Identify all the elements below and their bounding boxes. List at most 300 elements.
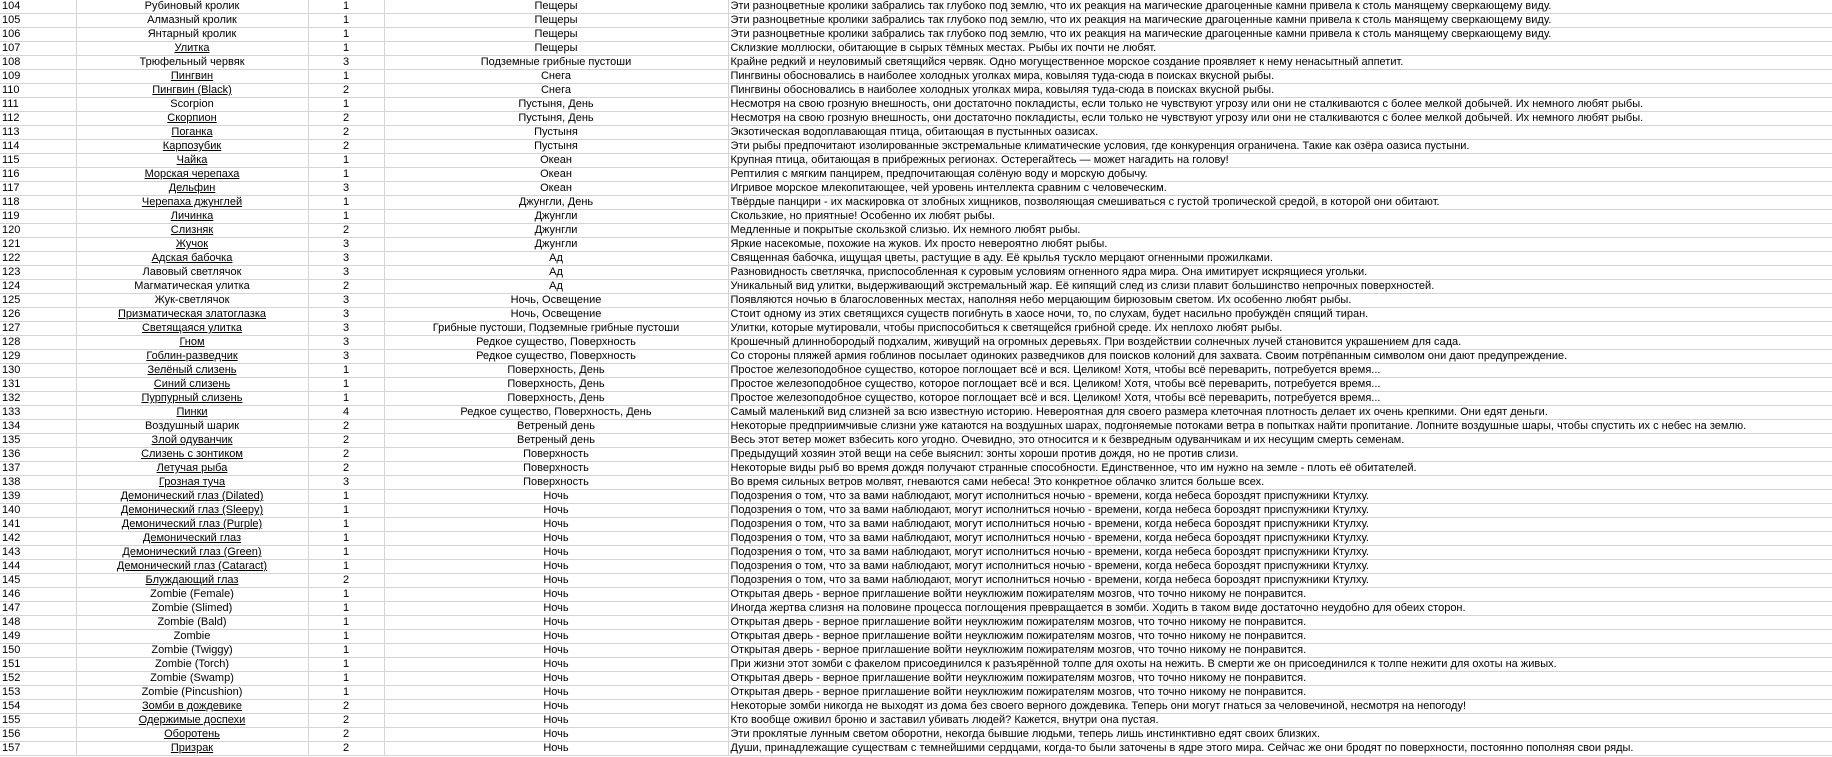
description-cell[interactable]: Эти рыбы предпочитают изолированные экстремальные климатические условия, где конкуренция ограничена. Такие как озёра оазиса пустыни. (728, 140, 1832, 154)
rarity-cell[interactable]: 1 (308, 588, 384, 602)
rarity-cell[interactable]: 1 (308, 98, 384, 112)
description-cell[interactable]: Стоит одному из этих светящихся существ погибнуть в хаосе ночи, то, по слухам, будет насильно пробуждён спящий тиран. (728, 308, 1832, 322)
biome-cell[interactable]: Ветреный день (384, 420, 728, 434)
rarity-cell[interactable]: 3 (308, 336, 384, 350)
creature-name-cell[interactable]: Поганка (76, 126, 308, 140)
rarity-cell[interactable]: 1 (308, 686, 384, 700)
rarity-cell[interactable]: 3 (308, 294, 384, 308)
description-cell[interactable]: Эти проклятые лунным светом оборотни, некогда бывшие людьми, теперь лишь инстинктивно едят своих близких. (728, 728, 1832, 742)
creature-name-cell[interactable]: Жучок (76, 238, 308, 252)
rarity-cell[interactable]: 3 (308, 350, 384, 364)
description-cell[interactable]: Некоторые предприимчивые слизни уже катаются на воздушных шарах, подгоняемые потоками ветра в попытках найти пропитание. Лопните воздушные шары, чтобы спустить их с небес на землю. (728, 420, 1832, 434)
biome-cell[interactable]: Поверхность (384, 448, 728, 462)
row-id-cell[interactable]: 106 (0, 28, 76, 42)
rarity-cell[interactable]: 1 (308, 0, 384, 14)
row-id-cell[interactable]: 145 (0, 574, 76, 588)
row-id-cell[interactable]: 151 (0, 658, 76, 672)
biome-cell[interactable]: Пещеры (384, 42, 728, 56)
biome-cell[interactable]: Океан (384, 168, 728, 182)
description-cell[interactable]: Пингвины обосновались в наиболее холодных уголках мира, ковыляя туда-сюда в поисках вкусной рыбы. (728, 84, 1832, 98)
description-cell[interactable]: Улитки, которые мутировали, чтобы приспособиться к светящейся грибной среде. Их неплохо любят рыбы. (728, 322, 1832, 336)
creature-name-cell[interactable]: Личинка (76, 210, 308, 224)
row-id-cell[interactable]: 146 (0, 588, 76, 602)
creature-name-cell[interactable]: Демонический глаз (Cataract) (76, 560, 308, 574)
creature-name-cell[interactable]: Алмазный кролик (76, 14, 308, 28)
description-cell[interactable]: Несмотря на свою грозную внешность, они достаточно покладисты, если только не чувствуют угрозу или они не сталкиваются с более мелкой добычей. Их немного любят рыбы. (728, 112, 1832, 126)
table-row (0, 728, 1832, 742)
biome-cell[interactable]: Пустыня (384, 126, 728, 140)
row-id-cell[interactable]: 113 (0, 126, 76, 140)
row-id-cell[interactable]: 153 (0, 686, 76, 700)
biome-cell[interactable]: Ночь (384, 490, 728, 504)
biome-cell[interactable]: Поверхность (384, 462, 728, 476)
description-cell[interactable]: Открытая дверь - верное приглашение войти неуклюжим пожирателям мозгов, что точно никому не понравится. (728, 630, 1832, 644)
creature-name-cell[interactable]: Слизень с зонтиком (76, 448, 308, 462)
biome-cell[interactable]: Пустыня, День (384, 98, 728, 112)
biome-cell[interactable]: Ночь, Освещение (384, 308, 728, 322)
biome-cell[interactable]: Ночь (384, 574, 728, 588)
row-id-cell[interactable]: 109 (0, 70, 76, 84)
rarity-cell[interactable]: 1 (308, 546, 384, 560)
rarity-cell[interactable]: 1 (308, 532, 384, 546)
rarity-cell[interactable]: 1 (308, 644, 384, 658)
creature-name-cell[interactable]: Одержимые доспехи (76, 714, 308, 728)
description-cell[interactable]: Эти разноцветные кролики забрались так глубоко под землю, что их реакция на магические драгоценные камни привела к столь манящему сверкающему виду. (728, 28, 1832, 42)
row-id-cell[interactable]: 128 (0, 336, 76, 350)
creature-name-cell[interactable]: Трюфельный червяк (76, 56, 308, 70)
biome-cell[interactable]: Ночь (384, 644, 728, 658)
rarity-cell[interactable]: 1 (308, 490, 384, 504)
description-cell[interactable]: Подозрения о том, что за вами наблюдают, могут исполниться ночью - времени, когда небеса бороздят приспужники Ктулху. (728, 574, 1832, 588)
description-cell[interactable]: Некоторые виды рыб во время дождя получают странные способности. Единственное, что им нужно на земле - плоть её обитателей. (728, 462, 1832, 476)
table-row (0, 406, 1832, 420)
creature-name-cell[interactable]: Zombie (Bald) (76, 616, 308, 630)
rarity-cell[interactable]: 3 (308, 238, 384, 252)
row-id-cell[interactable]: 157 (0, 742, 76, 756)
description-cell[interactable]: Во время сильных ветров молвят, гневаются сами небеса! Это конкретное облачко злится больше всех. (728, 476, 1832, 490)
biome-cell[interactable]: Джунгли, День (384, 196, 728, 210)
biome-cell[interactable]: Ночь (384, 658, 728, 672)
rarity-cell[interactable]: 3 (308, 322, 384, 336)
description-cell[interactable]: Экзотическая водоплавающая птица, обитающая в пустынных оазисах. (728, 126, 1832, 140)
creature-name-cell[interactable]: Гном (76, 336, 308, 350)
description-cell[interactable]: Крошечный длиннобородый подхалим, живущий на огромных деревьях. При воздействии солнечных лучей становится украшением для сада. (728, 336, 1832, 350)
biome-cell[interactable]: Ночь (384, 742, 728, 756)
row-id-cell[interactable]: 137 (0, 462, 76, 476)
rarity-cell[interactable]: 1 (308, 616, 384, 630)
row-id-cell[interactable]: 118 (0, 196, 76, 210)
table-row (0, 630, 1832, 644)
rarity-cell[interactable]: 2 (308, 742, 384, 756)
rarity-cell[interactable]: 1 (308, 70, 384, 84)
biome-cell[interactable]: Океан (384, 182, 728, 196)
table-row (0, 532, 1832, 546)
rarity-cell[interactable]: 1 (308, 672, 384, 686)
table-row (0, 168, 1832, 182)
table-row (0, 602, 1832, 616)
description-cell[interactable]: Со стороны пляжей армия гоблинов посылает одиноких разведчиков для поисков колоний для захвата. Своим потрёпанным символом они дают предупреждение. (728, 350, 1832, 364)
table-row (0, 574, 1832, 588)
creature-name-cell[interactable]: Летучая рыба (76, 462, 308, 476)
biome-cell[interactable]: Пещеры (384, 28, 728, 42)
rarity-cell[interactable]: 2 (308, 112, 384, 126)
description-cell[interactable]: Эти разноцветные кролики забрались так глубоко под землю, что их реакция на магические драгоценные камни привела к столь манящему сверкающему виду. (728, 0, 1832, 14)
biome-cell[interactable]: Ночь (384, 560, 728, 574)
table-row (0, 322, 1832, 336)
row-id-cell[interactable]: 133 (0, 406, 76, 420)
creature-name-cell[interactable]: Адская бабочка (76, 252, 308, 266)
creature-name-cell[interactable]: Магматическая улитка (76, 280, 308, 294)
row-id-cell[interactable]: 108 (0, 56, 76, 70)
creature-name-cell[interactable]: Zombie (Twiggy) (76, 644, 308, 658)
row-id-cell[interactable]: 152 (0, 672, 76, 686)
description-cell[interactable]: Подозрения о том, что за вами наблюдают, могут исполниться ночью - времени, когда небеса бороздят приспужники Ктулху. (728, 560, 1832, 574)
biome-cell[interactable]: Ночь (384, 714, 728, 728)
row-id-cell[interactable]: 125 (0, 294, 76, 308)
row-id-cell[interactable]: 148 (0, 616, 76, 630)
description-cell[interactable]: Простое железоподобное существо, которое поглощает всё и вся. Целиком! Хотя, чтобы всё переварить, потребуется время... (728, 364, 1832, 378)
row-id-cell[interactable]: 114 (0, 140, 76, 154)
description-cell[interactable]: Священная бабочка, ищущая цветы, растущие в аду. Её крылья тускло мерцают огненными прожилками. (728, 252, 1832, 266)
table-row (0, 42, 1832, 56)
description-cell[interactable]: Твёрдые панцири - их маскировка от злобных хищников, позволяющая смешиваться с густой тропической средой, в которой они обитают. (728, 196, 1832, 210)
description-cell[interactable]: Скользкие, но приятные! Особенно их любят рыбы. (728, 210, 1832, 224)
creature-name-cell[interactable]: Лавовый светлячок (76, 266, 308, 280)
description-cell[interactable]: Открытая дверь - верное приглашение войти неуклюжим пожирателям мозгов, что точно никому не понравится. (728, 672, 1832, 686)
description-cell[interactable]: Подозрения о том, что за вами наблюдают, могут исполниться ночью - времени, когда небеса бороздят приспужники Ктулху. (728, 532, 1832, 546)
description-cell[interactable]: Предыдущий хозяин этой вещи на себе выяснил: зонты хороши против дождя, но не против слизи. (728, 448, 1832, 462)
creature-name-cell[interactable]: Воздушный шарик (76, 420, 308, 434)
description-cell[interactable]: Открытая дверь - верное приглашение войти неуклюжим пожирателям мозгов, что точно никому не понравится. (728, 616, 1832, 630)
description-cell[interactable]: Кто вообще оживил броню и заставил убивать людей? Кажется, внутри она пустая. (728, 714, 1832, 728)
creature-name-cell[interactable]: Пурпурный слизень (76, 392, 308, 406)
rarity-cell[interactable]: 3 (308, 56, 384, 70)
table-row (0, 588, 1832, 602)
row-id-cell[interactable]: 127 (0, 322, 76, 336)
creature-name-cell[interactable]: Морская черепаха (76, 168, 308, 182)
row-id-cell[interactable]: 104 (0, 0, 76, 14)
biome-cell[interactable]: Океан (384, 154, 728, 168)
creature-name-cell[interactable]: Zombie (Torch) (76, 658, 308, 672)
row-id-cell[interactable]: 119 (0, 210, 76, 224)
row-id-cell[interactable]: 107 (0, 42, 76, 56)
description-cell[interactable]: Открытая дверь - верное приглашение войти неуклюжим пожирателям мозгов, что точно никому не понравится. (728, 588, 1832, 602)
biome-cell[interactable]: Ветреный день (384, 434, 728, 448)
row-id-cell[interactable]: 135 (0, 434, 76, 448)
rarity-cell[interactable]: 2 (308, 140, 384, 154)
description-cell[interactable]: Несмотря на свою грозную внешность, они достаточно покладисты, если только не чувствуют угрозу или они не сталкиваются с более мелкой добычей. Их немного любят рыбы. (728, 98, 1832, 112)
rarity-cell[interactable]: 2 (308, 84, 384, 98)
row-id-cell[interactable]: 122 (0, 252, 76, 266)
biome-cell[interactable]: Ночь (384, 686, 728, 700)
biome-cell[interactable]: Ночь (384, 602, 728, 616)
description-cell[interactable]: Простое железоподобное существо, которое поглощает всё и вся. Целиком! Хотя, чтобы всё переварить, потребуется время... (728, 392, 1832, 406)
rarity-cell[interactable]: 2 (308, 224, 384, 238)
biome-cell[interactable]: Поверхность, День (384, 364, 728, 378)
table-row (0, 154, 1832, 168)
creature-name-cell[interactable]: Чайка (76, 154, 308, 168)
row-id-cell[interactable]: 131 (0, 378, 76, 392)
description-cell[interactable]: Склизкие моллюски, обитающие в сырых тёмных местах. Рыбы их почти не любят. (728, 42, 1832, 56)
biome-cell[interactable]: Ад (384, 252, 728, 266)
table-row (0, 112, 1832, 126)
creature-name-cell[interactable]: Жук-светлячок (76, 294, 308, 308)
table-row (0, 462, 1832, 476)
creature-name-cell[interactable]: Зелёный слизень (76, 364, 308, 378)
biome-cell[interactable]: Редкое существо, Поверхность (384, 336, 728, 350)
creature-name-cell[interactable]: Scorpion (76, 98, 308, 112)
rarity-cell[interactable]: 2 (308, 714, 384, 728)
rarity-cell[interactable]: 1 (308, 560, 384, 574)
creature-name-cell[interactable]: Светящаяся улитка (76, 322, 308, 336)
biome-cell[interactable]: Ночь (384, 588, 728, 602)
description-cell[interactable]: Души, принадлежащие существам с темнейшими сердцами, когда-то были заточены в ядре этого мира. Сейчас же они бродят по поверхности, постоянно пополняя свои ряды. (728, 742, 1832, 756)
row-id-cell[interactable]: 155 (0, 714, 76, 728)
creature-name-cell[interactable]: Демонический глаз (Sleepy) (76, 504, 308, 518)
description-cell[interactable]: Открытая дверь - верное приглашение войти неуклюжим пожирателям мозгов, что точно никому не понравится. (728, 686, 1832, 700)
rarity-cell[interactable]: 1 (308, 630, 384, 644)
rarity-cell[interactable]: 4 (308, 406, 384, 420)
table-row (0, 308, 1832, 322)
rarity-cell[interactable]: 1 (308, 28, 384, 42)
creature-name-cell[interactable]: Черепаха джунглей (76, 196, 308, 210)
creature-name-cell[interactable]: Зомби в дождевике (76, 700, 308, 714)
row-id-cell[interactable]: 115 (0, 154, 76, 168)
description-cell[interactable]: Открытая дверь - верное приглашение войти неуклюжим пожирателям мозгов, что точно никому не понравится. (728, 644, 1832, 658)
row-id-cell[interactable]: 139 (0, 490, 76, 504)
biome-cell[interactable]: Ночь (384, 546, 728, 560)
rarity-cell[interactable]: 3 (308, 476, 384, 490)
creature-name-cell[interactable]: Пингвин (76, 70, 308, 84)
row-id-cell[interactable]: 140 (0, 504, 76, 518)
rarity-cell[interactable]: 2 (308, 700, 384, 714)
table-row (0, 504, 1832, 518)
rarity-cell[interactable]: 2 (308, 280, 384, 294)
rarity-cell[interactable]: 3 (308, 308, 384, 322)
row-id-cell[interactable]: 112 (0, 112, 76, 126)
description-cell[interactable]: Крайне редкий и неуловимый светящийся червяк. Одно могущественное морское создание проявляет к нему ненасытный аппетит. (728, 56, 1832, 70)
table-row (0, 350, 1832, 364)
row-id-cell[interactable]: 147 (0, 602, 76, 616)
rarity-cell[interactable]: 1 (308, 602, 384, 616)
table-row (0, 0, 1832, 14)
row-id-cell[interactable]: 126 (0, 308, 76, 322)
creature-name-cell[interactable]: Карпозубик (76, 140, 308, 154)
biome-cell[interactable]: Ночь (384, 532, 728, 546)
rarity-cell[interactable]: 2 (308, 448, 384, 462)
biome-cell[interactable]: Пустыня (384, 140, 728, 154)
creature-name-cell[interactable]: Пингвин (Black) (76, 84, 308, 98)
description-cell[interactable]: Подозрения о том, что за вами наблюдают, могут исполниться ночью - времени, когда небеса бороздят приспужники Ктулху. (728, 518, 1832, 532)
rarity-cell[interactable]: 2 (308, 420, 384, 434)
rarity-cell[interactable]: 1 (308, 364, 384, 378)
rarity-cell[interactable]: 3 (308, 266, 384, 280)
description-cell[interactable]: Подозрения о том, что за вами наблюдают, могут исполниться ночью - времени, когда небеса бороздят приспужники Ктулху. (728, 546, 1832, 560)
biome-cell[interactable]: Поверхность, День (384, 392, 728, 406)
row-id-cell[interactable]: 144 (0, 560, 76, 574)
rarity-cell[interactable]: 1 (308, 168, 384, 182)
table-row (0, 336, 1832, 350)
biome-cell[interactable]: Джунгли (384, 224, 728, 238)
biome-cell[interactable]: Пустыня, День (384, 112, 728, 126)
rarity-cell[interactable]: 1 (308, 392, 384, 406)
creature-name-cell[interactable]: Блуждающий глаз (76, 574, 308, 588)
creature-name-cell[interactable]: Злой одуванчик (76, 434, 308, 448)
biome-cell[interactable]: Джунгли (384, 238, 728, 252)
description-cell[interactable]: При жизни этот зомби с факелом присоединился к разъярённой толпе для охоты на нежить. В смерти же он присоединился к толпе нежити для охоты на живых. (728, 658, 1832, 672)
creature-name-cell[interactable]: Zombie (Slimed) (76, 602, 308, 616)
description-cell[interactable]: Некоторые зомби никогда не выходят из дома без своего верного дождевика. Теперь они могут гнаться за человечиной, несмотря на непогоду! (728, 700, 1832, 714)
rarity-cell[interactable]: 1 (308, 14, 384, 28)
description-cell[interactable]: Простое железоподобное существо, которое поглощает всё и вся. Целиком! Хотя, чтобы всё переварить, потребуется время... (728, 378, 1832, 392)
rarity-cell[interactable]: 2 (308, 728, 384, 742)
rarity-cell[interactable]: 2 (308, 126, 384, 140)
row-id-cell[interactable]: 130 (0, 364, 76, 378)
description-cell[interactable]: Яркие насекомые, похожие на жуков. Их просто невероятно любят рыбы. (728, 238, 1832, 252)
biome-cell[interactable]: Ад (384, 266, 728, 280)
rarity-cell[interactable]: 3 (308, 182, 384, 196)
rarity-cell[interactable]: 1 (308, 504, 384, 518)
creature-name-cell[interactable]: Призрак (76, 742, 308, 756)
rarity-cell[interactable]: 3 (308, 252, 384, 266)
rarity-cell[interactable]: 1 (308, 658, 384, 672)
row-id-cell[interactable]: 136 (0, 448, 76, 462)
table-row (0, 560, 1832, 574)
creature-name-cell[interactable]: Призматическая златоглазка (76, 308, 308, 322)
rarity-cell[interactable]: 2 (308, 574, 384, 588)
description-cell[interactable]: Пингвины обосновались в наиболее холодных уголках мира, ковыляя туда-сюда в поисках вкусной рыбы. (728, 70, 1832, 84)
row-id-cell[interactable]: 138 (0, 476, 76, 490)
table-row (0, 546, 1832, 560)
row-id-cell[interactable]: 121 (0, 238, 76, 252)
table-row (0, 378, 1832, 392)
row-id-cell[interactable]: 141 (0, 518, 76, 532)
rarity-cell[interactable]: 1 (308, 210, 384, 224)
table-row (0, 70, 1832, 84)
row-id-cell[interactable]: 124 (0, 280, 76, 294)
biome-cell[interactable]: Ночь (384, 672, 728, 686)
row-id-cell[interactable]: 156 (0, 728, 76, 742)
rarity-cell[interactable]: 1 (308, 42, 384, 56)
row-id-cell[interactable]: 123 (0, 266, 76, 280)
biome-cell[interactable]: Ночь (384, 630, 728, 644)
biome-cell[interactable]: Подземные грибные пустоши (384, 56, 728, 70)
table-row (0, 490, 1832, 504)
creature-name-cell[interactable]: Дельфин (76, 182, 308, 196)
rarity-cell[interactable]: 2 (308, 434, 384, 448)
biome-cell[interactable]: Пещеры (384, 0, 728, 14)
biome-cell[interactable]: Ночь (384, 504, 728, 518)
description-cell[interactable]: Появляются ночью в благословенных местах, наполняя небо мерцающим бирюзовым светом. Их особенно любят рыбы. (728, 294, 1832, 308)
row-id-cell[interactable]: 111 (0, 98, 76, 112)
description-cell[interactable]: Уникальный вид улитки, выдерживающий экстремальный жар. Её кипящий след из слизи плавит большинство непрочных поверхностей. (728, 280, 1832, 294)
row-id-cell[interactable]: 143 (0, 546, 76, 560)
biome-cell[interactable]: Ночь (384, 616, 728, 630)
biome-cell[interactable]: Поверхность, День (384, 378, 728, 392)
biome-cell[interactable]: Снега (384, 84, 728, 98)
table-row (0, 182, 1832, 196)
row-id-cell[interactable]: 154 (0, 700, 76, 714)
description-cell[interactable]: Иногда жертва слизня на половине процесса поглощения превращается в зомби. Ходить в таком виде достаточно неудобно для обеих сторон. (728, 602, 1832, 616)
description-cell[interactable]: Подозрения о том, что за вами наблюдают, могут исполниться ночью - времени, когда небеса бороздят приспужники Ктулху. (728, 490, 1832, 504)
creature-name-cell[interactable]: Скорпион (76, 112, 308, 126)
description-cell[interactable]: Подозрения о том, что за вами наблюдают, могут исполниться ночью - времени, когда небеса бороздят приспужники Ктулху. (728, 504, 1832, 518)
biome-cell[interactable]: Редкое существо, Поверхность, День (384, 406, 728, 420)
biome-cell[interactable]: Ад (384, 280, 728, 294)
row-id-cell[interactable]: 129 (0, 350, 76, 364)
table-row (0, 126, 1832, 140)
description-cell[interactable]: Разновидность светлячка, приспособленная к суровым условиям огненного ядра мира. Она имитирует искрящиеся угольки. (728, 266, 1832, 280)
row-id-cell[interactable]: 117 (0, 182, 76, 196)
biome-cell[interactable]: Поверхность (384, 476, 728, 490)
table-row (0, 518, 1832, 532)
creature-name-cell[interactable]: Янтарный кролик (76, 28, 308, 42)
creature-name-cell[interactable]: Демонический глаз (Dilated) (76, 490, 308, 504)
biome-cell[interactable]: Снега (384, 70, 728, 84)
creature-name-cell[interactable]: Рубиновый кролик (76, 0, 308, 14)
creature-name-cell[interactable]: Слизняк (76, 224, 308, 238)
creature-name-cell[interactable]: Zombie (Female) (76, 588, 308, 602)
row-id-cell[interactable]: 116 (0, 168, 76, 182)
creature-name-cell[interactable]: Zombie (Pincushion) (76, 686, 308, 700)
row-id-cell[interactable]: 142 (0, 532, 76, 546)
biome-cell[interactable]: Ночь (384, 728, 728, 742)
description-cell[interactable]: Эти разноцветные кролики забрались так глубоко под землю, что их реакция на магические драгоценные камни привела к столь манящему сверкающему виду. (728, 14, 1832, 28)
biome-cell[interactable]: Джунгли (384, 210, 728, 224)
creature-name-cell[interactable]: Демонический глаз (Green) (76, 546, 308, 560)
creature-name-cell[interactable]: Синий слизень (76, 378, 308, 392)
biome-cell[interactable]: Пещеры (384, 14, 728, 28)
creature-name-cell[interactable]: Гоблин-разведчик (76, 350, 308, 364)
biome-cell[interactable]: Ночь (384, 518, 728, 532)
biome-cell[interactable]: Ночь (384, 700, 728, 714)
row-id-cell[interactable]: 120 (0, 224, 76, 238)
table-row (0, 14, 1832, 28)
creature-name-cell[interactable]: Пинки (76, 406, 308, 420)
table-row (0, 420, 1832, 434)
creature-name-cell[interactable]: Демонический глаз (76, 532, 308, 546)
rarity-cell[interactable]: 1 (308, 154, 384, 168)
description-cell[interactable]: Самый маленький вид слизней за всю известную историю. Невероятная для своего размера клеточная плотность делает их очень крепкими. Они едят деньги. (728, 406, 1832, 420)
rarity-cell[interactable]: 1 (308, 196, 384, 210)
rarity-cell[interactable]: 2 (308, 462, 384, 476)
description-cell[interactable]: Игривое морское млекопитающее, чей уровень интеллекта сравним с человеческим. (728, 182, 1832, 196)
creature-name-cell[interactable]: Оборотень (76, 728, 308, 742)
creature-name-cell[interactable]: Zombie (Swamp) (76, 672, 308, 686)
table-row (0, 434, 1832, 448)
row-id-cell[interactable]: 134 (0, 420, 76, 434)
row-id-cell[interactable]: 149 (0, 630, 76, 644)
creature-name-cell[interactable]: Улитка (76, 42, 308, 56)
row-id-cell[interactable]: 132 (0, 392, 76, 406)
description-cell[interactable]: Крупная птица, обитающая в прибрежных регионах. Остерегайтесь — может нагадить на голову! (728, 154, 1832, 168)
creature-name-cell[interactable]: Грозная туча (76, 476, 308, 490)
description-cell[interactable]: Рептилия с мягким панцирем, предпочитающая солёную воду и морскую добычу. (728, 168, 1832, 182)
creature-name-cell[interactable]: Zombie (76, 630, 308, 644)
creature-name-cell[interactable]: Демонический глаз (Purple) (76, 518, 308, 532)
biome-cell[interactable]: Грибные пустоши, Подземные грибные пустоши (384, 322, 728, 336)
description-cell[interactable]: Медленные и покрытые скользкой слизью. Их немного любят рыбы. (728, 224, 1832, 238)
table-row (0, 252, 1832, 266)
description-cell[interactable]: Весь этот ветер может взбесить кого угодно. Очевидно, это относится и к безвредным одуванчикам и их несущим смерть семенам. (728, 434, 1832, 448)
row-id-cell[interactable]: 110 (0, 84, 76, 98)
row-id-cell[interactable]: 105 (0, 14, 76, 28)
biome-cell[interactable]: Редкое существо, Поверхность (384, 350, 728, 364)
rarity-cell[interactable]: 1 (308, 378, 384, 392)
rarity-cell[interactable]: 1 (308, 518, 384, 532)
biome-cell[interactable]: Ночь, Освещение (384, 294, 728, 308)
row-id-cell[interactable]: 150 (0, 644, 76, 658)
